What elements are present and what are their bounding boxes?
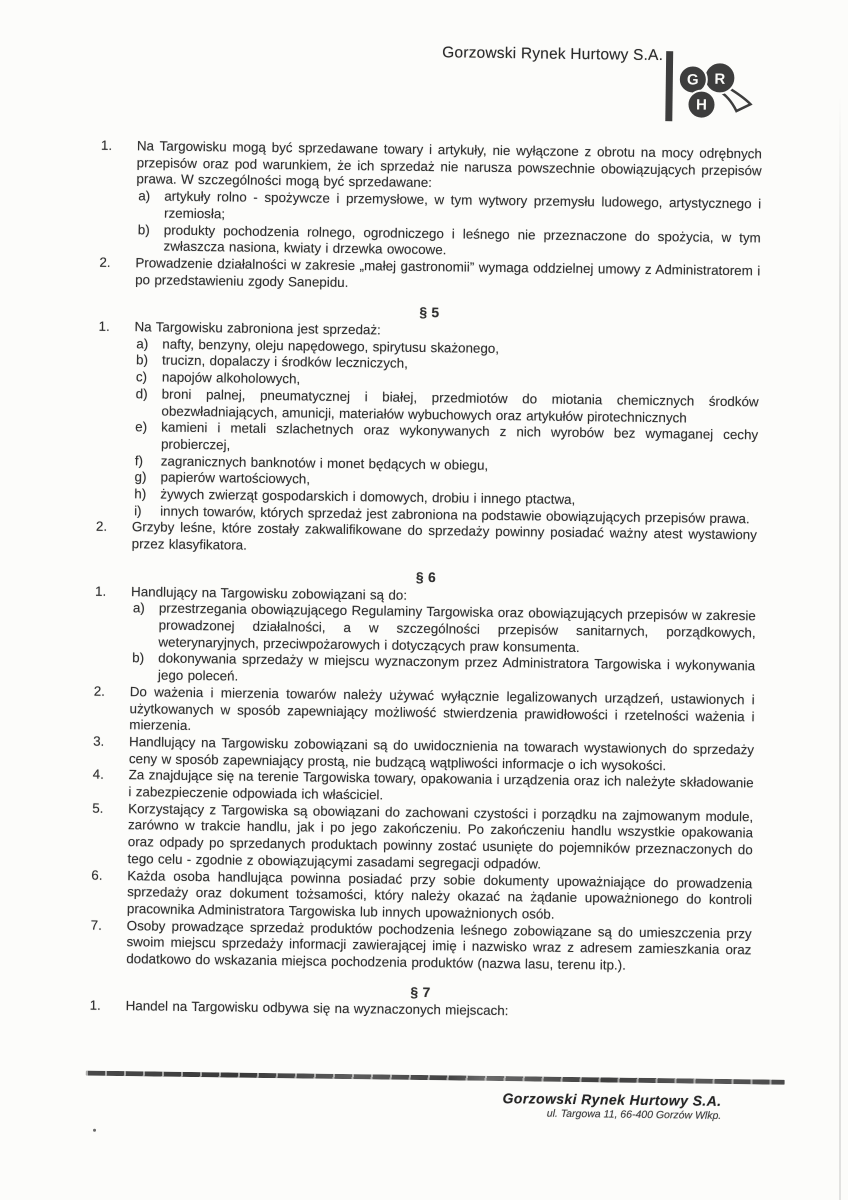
footer-company-name: Gorzowski Rynek Hurtowy S.A. — [502, 1090, 722, 1109]
sub-item-text: innych towarów, których sprzedaż jest zabroniona na podstawie obowiązujących przepisów prawa. — [160, 503, 750, 527]
list-item-text: Do ważenia i mierzenia towarów należy używać wyłącznie legalizowanych urządzeń, ustawionych i użytkowanych w sposób zapewniający możliwość stwierdzenia prawidłowości i rzetelności ważenia i mierzenia. — [129, 683, 755, 734]
sub-item-label: b) — [132, 650, 145, 666]
sub-item-text: nafty, benzyny, oleju napędowego, spirytusu skażonego, — [162, 336, 500, 356]
logo-letter-h: H — [695, 96, 708, 114]
list-item-text: Prowadzenie działalności w zakresie „małej gastronomii” wymaga oddzielnej umowy z Administratorem i po przedstawieniu zgody Sanepidu. — [135, 255, 761, 290]
paragraph-heading: § 6 — [415, 569, 436, 586]
list-item — [91, 800, 753, 875]
section-7 — [90, 980, 751, 1023]
sub-item-text: papierów wartościowych, — [160, 469, 311, 487]
list-item-number: 2. — [95, 519, 108, 535]
list-item-text: Każda osoba handlująca powinna posiadać przy sobie dokumenty upoważniające do prowadzenia sprzedaży oraz dokument tożsamości, który należy okazać na żądanie upoważnionego do kontroli pracownika Administratora Targowiska lub innych upoważnionych osób. — [126, 867, 753, 922]
sub-item-text: przestrzegania obowiązującego Regulaminy Targowiska oraz obowiązujących przepisów w zakresie prowadzonej działalności, a w szczególności przepisów sanitarnych, porządkowych, weterynaryjnych, przeciwpożarowych i dotyczących praw konsumenta. — [158, 600, 756, 655]
sub-item-label: i) — [134, 502, 142, 519]
paragraph-heading: § 5 — [419, 305, 440, 321]
list-item-number: 3. — [93, 733, 105, 749]
list-item — [91, 867, 753, 926]
sub-item-label: a) — [138, 188, 151, 204]
list-item — [96, 319, 760, 528]
sub-item-label: a) — [132, 600, 145, 616]
section-6 — [90, 566, 756, 976]
list-item-number: 2. — [93, 683, 106, 699]
footer-address: ul. Targowa 11, 66-400 Gorzów Wlkp. — [546, 1107, 722, 1122]
sub-item-label: b) — [136, 352, 149, 368]
section-continuation — [99, 138, 762, 297]
logo-letter-g: G — [686, 71, 699, 89]
scan-edge-streak — [839, 95, 841, 1200]
scan-artifact-rule — [86, 1071, 785, 1085]
sub-item-label: h) — [134, 486, 147, 502]
grh-logo-icon — [662, 43, 755, 126]
list-item — [93, 683, 755, 742]
list-item — [99, 138, 761, 264]
list-item-text: Na Targowisku zabroniona jest sprzedaż: — [134, 319, 381, 338]
list-item-text: Osoby prowadzące sprzedaż produktów pochodzenia leśnego zobowiązane są do umieszczenia przy swoim miejscu sprzedaży informacji zawierającej imię i nazwisko wraz z adresem zamieszkania oraz dodatkowo do wskazania miejsca pochodzenia produktów (nazwa lasu, terenu itp.). — [126, 917, 752, 973]
sub-item-label: e) — [135, 419, 148, 435]
sub-item-label: a) — [136, 335, 149, 352]
list-item-number: 5. — [92, 800, 104, 816]
sub-item-text: zagranicznych banknotów i monet będących w obiegu, — [160, 453, 489, 473]
scan-artifact-dot — [93, 1129, 96, 1132]
list-item-number: 1. — [98, 318, 110, 334]
list-item-text: Grzyby leśne, które zostały zakwalifikowane do sprzedaży powinny posiadać ważny atest wystawiony przez klasyfikatora. — [131, 519, 757, 553]
sub-item-text: dokonywania sprzedaży w miejscu wyznaczonym przez Administratora Targowiska i wykonywania jego poleceń. — [157, 650, 756, 684]
list-item-number: 4. — [92, 766, 104, 783]
sub-item-text: produkty pochodzenia rolnego, ogrodniczego i leśnego nie przeznaczone do spożycia, w tym zwłaszcza nasiona, kwiaty i drzewka owocowe. — [163, 222, 761, 258]
paragraph-heading: § 7 — [410, 984, 431, 1000]
sub-item-text: napojów alkoholowych, — [161, 369, 301, 387]
sub-item-text: kamieni i metali szlachetnych oraz wykonywanych z nich wyrobów bez wymaganej cechy probierczej, — [160, 419, 759, 453]
list-item-number: 1. — [89, 998, 101, 1014]
sub-item-text: żywych zwierząt gospodarskich i domowych, drobiu i innego ptactwa, — [160, 486, 576, 508]
list-item-text: Na Targowisku mogą być sprzedawane towary i artykuły, nie wyłączone z obrotu na mocy odrębnych przepisów oraz pod warunkiem, że ich sprzedaż nie narusza powszechnie obowiązujących przepisów prawa. W szczególności mogą być sprzedawane: — [136, 138, 762, 191]
list-item-text: Handlujący na Targowisku zobowiązani są do: — [130, 583, 408, 603]
sub-item-text: artykuły rolno - spożywcze i przemysłowe, w tym wytwory przemysłu ludowego, artystycznego i rzemiosła; — [163, 188, 762, 222]
sub-item-label: b) — [137, 221, 150, 237]
sub-item-label: g) — [134, 469, 147, 485]
list-item-text: Za znajdujące się na terenie Targowiska towary, opakowania i urządzenia oraz ich należyte składowanie i zabezpieczenie odpowiada ich właściciel. — [128, 767, 754, 803]
section-5 — [96, 301, 760, 561]
sub-item-label: f) — [134, 452, 144, 468]
list-item — [94, 583, 756, 692]
list-item-text: Handel na Targowisku odbywa się na wyznaczonych miejscach: — [125, 998, 509, 1019]
list-item-text: Handlujący na Targowisku zobowiązani są do uwidocznienia na towarach wystawionych do sprzedaży ceny w sposób zapewniający prostą, nie budzącą wątpliwości informacje o ich wysokości. — [128, 734, 755, 773]
sub-item-label: c) — [135, 369, 148, 385]
list-item-number: 7. — [90, 917, 102, 933]
list-item-text: Korzystający z Targowiska są obowiązani do zachowani czystości i porządku na zajmowanym module, zarówno w trakcie handlu, jak i po jego zakończeniu. Po zakończeniu handlu wszystkie opakowania oraz odpady po sprzedanych produktach powinny zostać usunięte do pojemników przeznaczonych do tego celu - zgodnie z obowiązującymi zasadami segregacji odpadów. — [127, 800, 754, 872]
document-footer — [502, 1090, 721, 1122]
list-item-number: 1. — [94, 583, 107, 599]
sub-list-item — [130, 600, 756, 658]
document-body — [90, 138, 762, 1024]
list-item-number: 6. — [91, 867, 103, 883]
sub-item-text: broni palnej, pneumatycznej i białej, przedmiotów do miotania chemicznych środków obezwładniających, amunicji, materiałów wybuchowych oraz artykułów pirotechnicznych — [161, 386, 759, 425]
list-item — [90, 917, 752, 976]
list-item-number: 2. — [99, 254, 111, 270]
sub-item-label: d) — [135, 386, 148, 402]
list-item-number: 1. — [100, 137, 113, 153]
header-company-name: Gorzowski Rynek Hurtowy S.A. — [442, 44, 664, 65]
sub-item-text: trucizn, dopalaczy i środków leczniczych, — [162, 352, 408, 372]
logo-letter-r: R — [714, 70, 726, 88]
